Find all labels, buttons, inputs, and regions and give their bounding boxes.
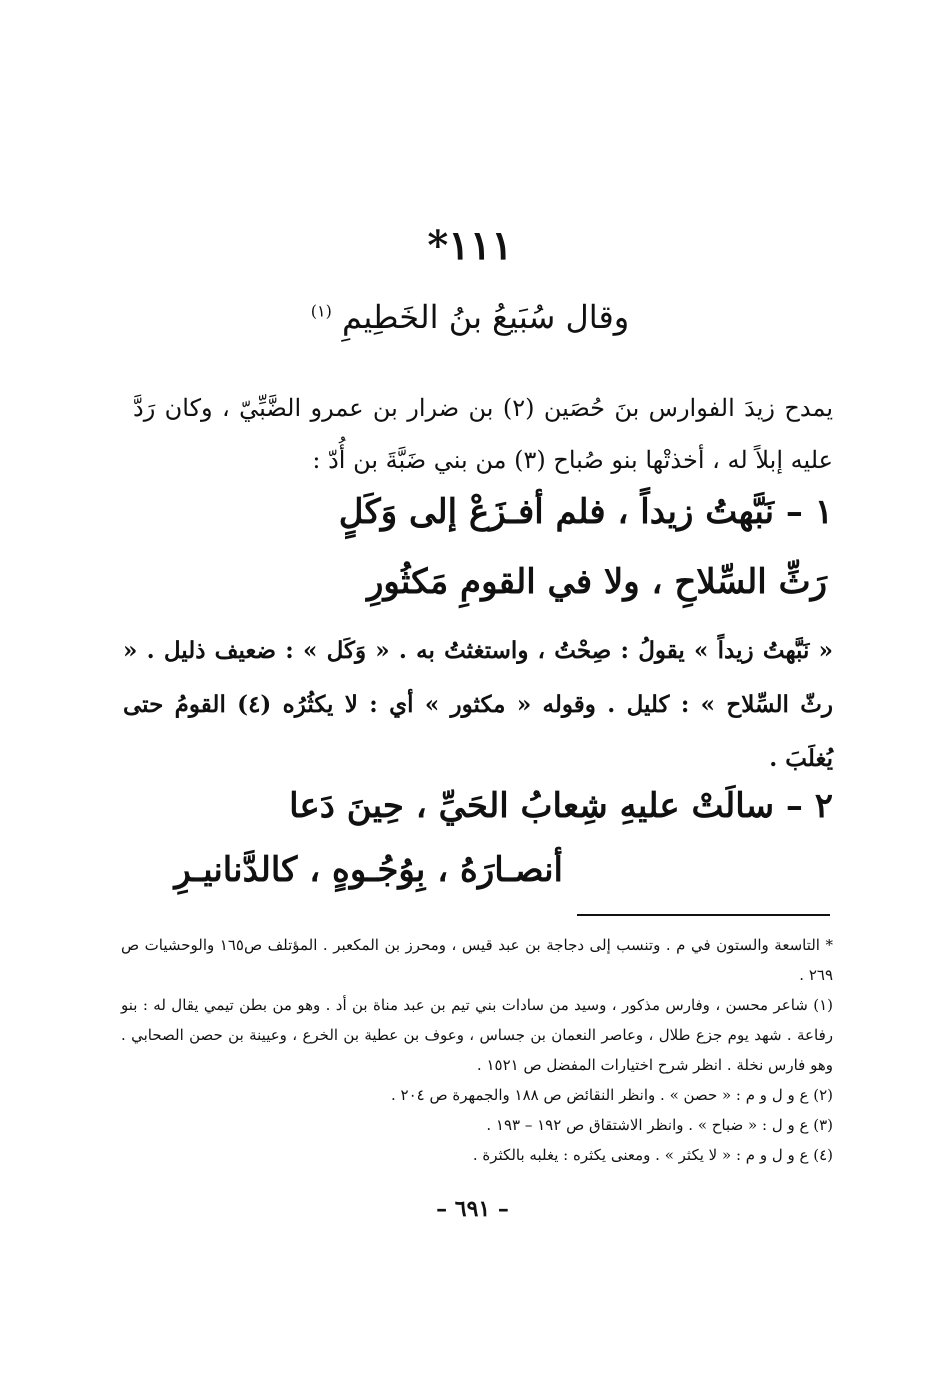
- poem-title: [260, 298, 680, 336]
- footnote-1: (١) شاعر محسن ، وفارس مذكور ، وسيد من سادات بني تيم بن عبد مناة بن أد . وهو من بطن تيمي يقال له : بنو رفاعة . شهد يوم جزع طلال ، وعاصر النعمان بن جساس ، وعوف بن عطية بن الخرع ، وعيينة بن حصن الصحابي . وهو فارس نخلة . انظر شرح اختيارات المفضل ص ١٥٢١ .: [121, 996, 833, 1074]
- poem-title-text: وقال سُبَيعُ بنُ الخَطِيمِ: [342, 298, 630, 336]
- footnote-4: (٤) ع و ل و م : « لا يكثر » . ومعنى يكثره : يغلبه بالكثرة .: [472, 1146, 833, 1164]
- poem-number: ١١١*: [427, 222, 513, 269]
- verse-2-first-hemistich: ٢ – سالَتْ عليهِ شِعابُ الحَيِّ ، حِينَ دَعا: [289, 786, 833, 826]
- footnotes: [121, 930, 833, 1170]
- verse-2-second-hemistich: أنصـارَهُ ، بِوُجُـوهٍ ، كالدَّنانيـرِ: [174, 850, 563, 890]
- page-number: – ٦٩١ –: [436, 1196, 509, 1222]
- footnote-2: (٢) ع و ل و م : « حصن » . وانظر النقائض ص ١٨٨ والجمهرة ص ٢٠٤ .: [390, 1086, 833, 1104]
- verse-1-second-hemistich: رَثِّ السِّلاحِ ، ولا في القومِ مَكثُورِ: [366, 562, 827, 602]
- footnote-star: * التاسعة والستون في م . وتنسب إلى دجاجة بن عبد قيس ، ومحرز بن المكعبر . المؤتلف ص١٦٥ والوحشيات ص ٢٦٩ .: [121, 936, 833, 984]
- intro-paragraph: يمدح زيدَ الفوارس بنَ حُصَين (٢) بن ضرار بن عمرو الضَّبِّيّ ، وكان رَدَّ عليه إبلاً له ، أخذتْها بنو صُباح (٣) من بني ضَبَّةَ بن أُدّ :: [133, 394, 834, 474]
- footnote-divider: [577, 914, 830, 916]
- verse-1-first-hemistich: ١ – نَبَّهتُ زيداً ، فلم أفـزَعْ إلى وَكَلٍ: [338, 492, 833, 532]
- verse-1-commentary: « نَبَّهتُ زيداً » يقولُ : صِحْتُ ، واستغثتُ به . « وَكَل » : ضعيف ذليل . « رثّ السِّلاح » : كليل . وقوله « مكثور » أي : لا يكثُرُه (٤) القومُ حتى يُغلَبَ .: [123, 637, 833, 772]
- footnote-3: (٣) ع و ل : « ضباح » . وانظر الاشتقاق ص ١٩٢ – ١٩٣ .: [486, 1116, 833, 1134]
- title-footnote-marker: (١): [310, 301, 332, 321]
